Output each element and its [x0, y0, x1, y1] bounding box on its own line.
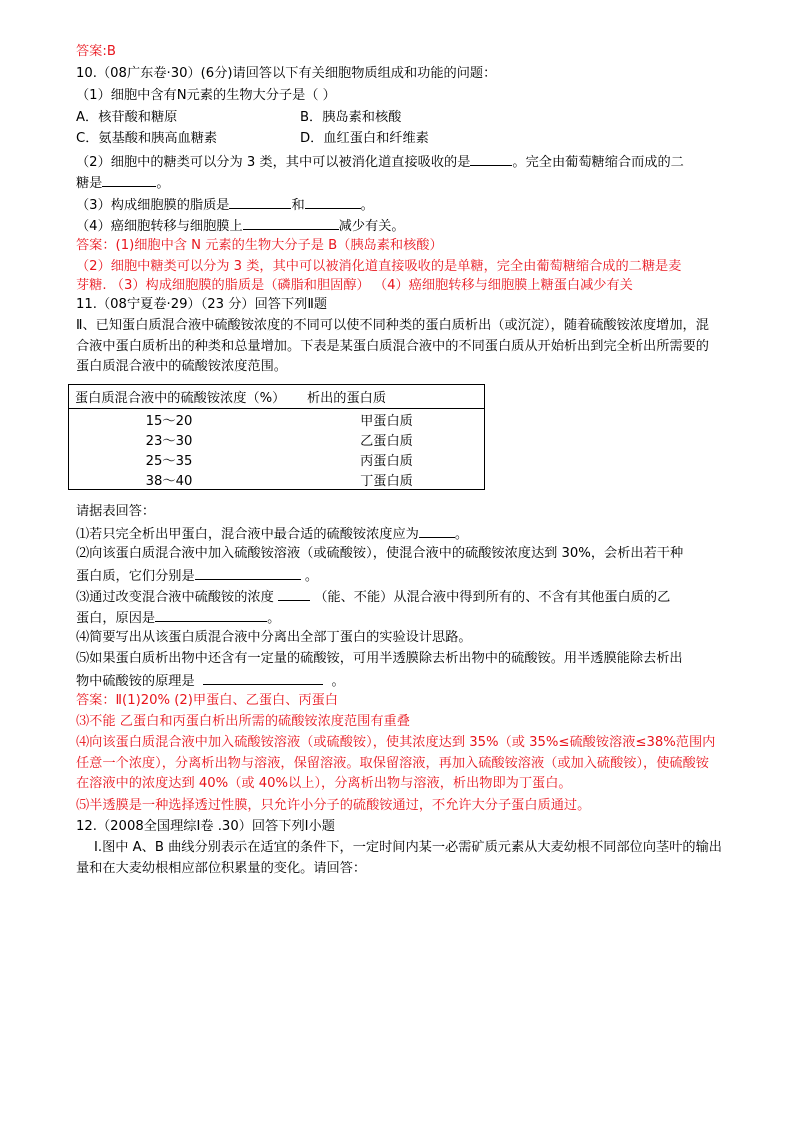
answer-blank — [229, 194, 291, 209]
table-row — [69, 449, 485, 469]
q11-part3: ⑶通过改变混合液中硫酸铵的浓度 （能、不能）从混合液中得到所有的、不含有其他蛋白质的乙 — [76, 586, 670, 608]
q11-part2: ⑵向该蛋白质混合液中加入硫酸铵溶液（或硫酸铵），使混合液中的硫酸铵浓度达到 30%，会析出若干种 — [76, 546, 684, 561]
q10-option-d: D．血红蛋白和纤维素 — [300, 131, 429, 146]
q10-answer-3: 芽糖. （3）构成细胞膜的脂质是（磷脂和胆固醇） （4）癌细胞转移与细胞膜上糖蛋白减少有关 — [76, 278, 633, 293]
table-header-concentration: 蛋白质混合液中的硫酸铵浓度（%） — [69, 385, 290, 409]
q11-part5-cont: 物中硫酸铵的原理是 。 — [76, 670, 345, 692]
table-row — [69, 409, 485, 430]
q10-sub2-cont: 糖是 。 — [76, 172, 170, 194]
answer-blank — [203, 670, 323, 685]
answer-blank — [419, 523, 455, 538]
answer-blank — [102, 172, 156, 187]
answer-blank — [305, 194, 361, 209]
table-header-protein: 析出的蛋白质 — [289, 385, 485, 409]
table-cell-concentration: 38～40 — [145, 473, 193, 489]
q11-answer-2: ⑶不能 乙蛋白和丙蛋白析出所需的硫酸铵浓度范围有重叠 — [76, 714, 410, 729]
answer-blank — [470, 151, 512, 166]
q12-body: Ⅰ.图中 A、B 曲线分别表示在适宜的条件下，一定时间内某一必需矿质元素从大麦幼根不同部位向茎叶的输出量和在大麦幼根相应部位积累量的变化。请回答： — [76, 840, 722, 876]
table-cell-concentration: 23～30 — [145, 433, 193, 449]
q11-answer-4: ⑸半透膜是一种选择透过性膜，只允许小分子的硫酸铵通过，不允许大分子蛋白质通过。 — [76, 798, 591, 813]
q11-answer-1: 答案：Ⅱ(1)20% (2)甲蛋白、乙蛋白、丙蛋白 — [76, 693, 338, 708]
table-cell-concentration: 15～20 — [145, 413, 193, 429]
answer-blank — [155, 607, 267, 622]
q11-title: 11.（08宁夏卷·29）（23 分）回答下列Ⅱ题 — [76, 297, 328, 312]
q12-title: 12.（2008全国理综Ⅰ卷 .30）回答下列Ⅰ小题 — [76, 819, 335, 834]
table-cell-protein: 乙蛋白质 — [360, 433, 413, 449]
q11-part1: ⑴若只完全析出甲蛋白，混合液中最合适的硫酸铵浓度应为 。 — [76, 523, 468, 545]
q10-option-b: B．胰岛素和核酸 — [300, 110, 402, 125]
table-cell-protein: 丁蛋白质 — [360, 473, 413, 489]
table-cell-protein: 丙蛋白质 — [360, 453, 413, 469]
q10-answer-1: 答案：(1)细胞中含 N 元素的生物大分子是 B（胰岛素和核酸） — [76, 238, 443, 253]
q11-part4: ⑷简要写出从该蛋白质混合液中分离出全部丁蛋白的实验设计思路。 — [76, 630, 472, 645]
answer-b: 答案:B — [76, 44, 116, 59]
q10-sub1: （1）细胞中含有N元素的生物大分子是（ ） — [76, 88, 336, 103]
q10-option-c: C．氨基酸和胰高血糖素 — [76, 131, 218, 146]
table-cell-concentration: 25～35 — [145, 453, 193, 469]
ammonium-sulfate-table — [68, 384, 485, 490]
q10-title: 10.（08广东卷·30）(6分)请回答以下有关细胞物质组成和功能的问题： — [76, 66, 497, 81]
q11-prompt: 请据表回答： — [76, 504, 156, 519]
table-row — [69, 429, 485, 449]
q10-sub3: （3）构成细胞膜的脂质是 和 。 — [76, 194, 374, 216]
q11-intro: Ⅱ、已知蛋白质混合液中硫酸铵浓度的不同可以使不同种类的蛋白质析出（或沉淀），随着硫酸铵浓度增加，混合液中蛋白质析出的种类和总量增加。下表是某蛋白质混合液中的不同蛋白质从开始析出到完全析出所需要的蛋白质混合液中的硫酸铵浓度范围。 — [76, 318, 709, 374]
q10-option-a: A．核苷酸和糖原 — [76, 110, 178, 125]
q10-answer-2: （2）细胞中糖类可以分为 3 类，其中可以被消化道直接吸收的是单糖，完全由葡萄糖缩合成的二糖是麦 — [76, 259, 682, 274]
q11-part2-cont: 蛋白质，它们分别是 。 — [76, 565, 318, 587]
table-cell-protein: 甲蛋白质 — [360, 413, 413, 429]
q10-sub2: （2）细胞中的糖类可以分为 3 类，其中可以被消化道直接吸收的是 。完全由葡萄糖缩合而成的二 — [76, 151, 684, 173]
q10-sub4: （4）癌细胞转移与细胞膜上 减少有关。 — [76, 215, 405, 237]
q11-part5: ⑸如果蛋白质析出物中还含有一定量的硫酸铵，可用半透膜除去析出物中的硫酸铵。用半透膜能除去析出 — [76, 651, 683, 666]
answer-blank — [278, 586, 310, 601]
table-header-row — [69, 385, 485, 409]
answer-blank — [243, 215, 339, 230]
answer-blank — [195, 565, 301, 580]
q11-answer-3: ⑷向该蛋白质混合液中加入硫酸铵溶液（或硫酸铵），使其浓度达到 35%（或 35%≤硫酸铵溶液≤38%范围内任意一个浓度），分离析出物与溶液，保留溶液。取保留溶液，再加入硫酸铵溶液（或加入硫酸铵），使硫酸铵在溶液中的浓度达到 40%（或 40%以上），分离析出物与溶液，析出物即为丁蛋白。 — [76, 735, 716, 791]
q11-part3-cont: 蛋白，原因是 。 — [76, 607, 280, 629]
table-row — [69, 469, 485, 490]
